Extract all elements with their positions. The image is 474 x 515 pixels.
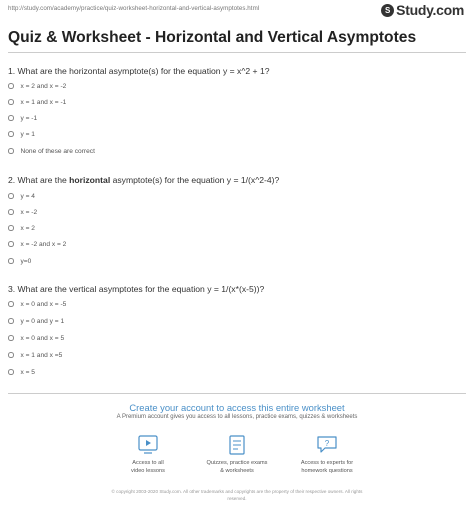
radio-icon[interactable] — [8, 335, 14, 341]
question-2-option-1[interactable] — [8, 191, 35, 201]
copyright-footer — [0, 489, 474, 502]
option-label: x = 0 and x = -5 — [20, 300, 67, 308]
radio-icon[interactable] — [8, 115, 14, 121]
video-lesson-icon — [137, 435, 159, 455]
feature-label — [272, 460, 382, 475]
question-2-option-4[interactable] — [8, 239, 66, 249]
option-label: x = -2 and x = 2 — [20, 240, 67, 248]
expert-chat-icon — [316, 435, 338, 455]
option-label: y = 1 — [20, 130, 35, 138]
radio-icon[interactable] — [8, 258, 14, 264]
feature-line: Access to all — [132, 460, 164, 466]
question-3: 3. What are the vertical asymptotes for the equation y = 1/(x*(x-5))? — [8, 284, 265, 294]
radio-icon[interactable] — [8, 301, 14, 307]
question-3-option-5[interactable] — [8, 367, 35, 377]
radio-icon[interactable] — [8, 318, 14, 324]
question-1-option-4[interactable] — [8, 129, 35, 139]
question-1-option-1[interactable] — [8, 81, 66, 91]
create-account-link[interactable]: Create your account to access this entire worksheet — [129, 402, 345, 413]
question-2-option-3[interactable] — [8, 223, 35, 233]
question-2-option-5[interactable] — [8, 256, 31, 266]
option-label: x = 1 and x =5 — [20, 351, 63, 359]
svg-text:?: ? — [324, 439, 330, 448]
premium-description: A Premium account gives you access to all lessons, practice exams, quizzes & worksheets — [116, 414, 358, 420]
option-label: y = 0 and y = 1 — [20, 317, 65, 325]
option-label: None of these are correct — [20, 147, 95, 155]
radio-icon[interactable] — [8, 148, 14, 154]
quiz-exam-icon — [226, 435, 248, 455]
question-1-option-5[interactable] — [8, 146, 95, 156]
option-label: x = -2 — [20, 208, 38, 216]
question-1-option-2[interactable] — [8, 97, 66, 107]
option-label: y=0 — [20, 257, 32, 265]
title-divider — [8, 52, 466, 53]
feature-line: Access to experts for — [300, 460, 354, 466]
study-logo-mark-icon: S — [381, 4, 394, 17]
question-3-option-2[interactable] — [8, 316, 64, 326]
study-logo-text: Study.com — [396, 2, 464, 18]
radio-icon[interactable] — [8, 99, 14, 105]
radio-icon[interactable] — [8, 83, 14, 89]
question-2-text-start: 2. What are the — [8, 175, 70, 185]
page-url: http://study.com/academy/practice/quiz-worksheet-horizontal-and-vertical-asymptotes.html — [8, 5, 260, 12]
feature-line: Quizzes, practice exams — [206, 460, 268, 466]
feature-experts — [272, 435, 382, 475]
radio-icon[interactable] — [8, 369, 14, 375]
question-2-text-bold: horizontal — [69, 175, 111, 185]
feature-line: homework questions — [301, 467, 353, 474]
cta-divider — [8, 393, 466, 394]
page-title: Quiz & Worksheet - Horizontal and Vertical Asymptotes — [8, 29, 417, 46]
feature-line: video lessons — [131, 467, 165, 474]
radio-icon[interactable] — [8, 241, 14, 247]
option-label: x = 0 and x = 5 — [20, 334, 65, 342]
radio-icon[interactable] — [8, 225, 14, 231]
footer-line: © copyright 2003-2020 Study.com. All other trademarks and copyrights are the property of their respective owners. All rights — [111, 489, 363, 494]
option-label: y = -1 — [20, 114, 38, 122]
option-label: x = 1 and x = -1 — [20, 98, 67, 106]
option-label: x = 2 and x = -2 — [20, 82, 67, 90]
option-label: x = 5 — [20, 368, 35, 376]
question-3-option-4[interactable] — [8, 350, 62, 360]
question-1-option-3[interactable] — [8, 113, 37, 123]
question-3-option-3[interactable] — [8, 333, 64, 343]
question-2-option-2[interactable] — [8, 207, 37, 217]
option-label: x = 2 — [20, 224, 35, 232]
top-bar — [0, 0, 474, 22]
question-3-option-1[interactable] — [8, 299, 66, 309]
radio-icon[interactable] — [8, 209, 14, 215]
radio-icon[interactable] — [8, 131, 14, 137]
study-logo[interactable] — [381, 2, 464, 18]
question-1: 1. What are the horizontal asymptote(s) for the equation y = x^2 + 1? — [8, 66, 270, 76]
radio-icon[interactable] — [8, 352, 14, 358]
footer-line: reserved. — [227, 495, 247, 501]
question-2 — [8, 175, 279, 185]
radio-icon[interactable] — [8, 193, 14, 199]
option-label: y = 4 — [20, 192, 35, 200]
feature-line: & worksheets — [220, 467, 254, 474]
question-2-text-end: asymptote(s) for the equation y = 1/(x^2-4)? — [110, 175, 280, 185]
